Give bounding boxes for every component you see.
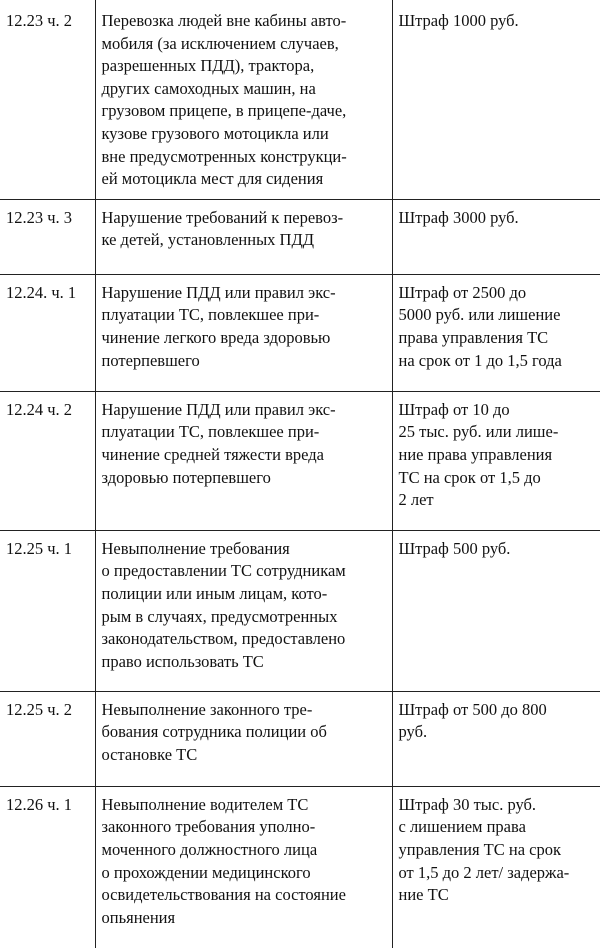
table-row (0, 274, 600, 391)
violation-description: Невыполнение требования о предоставлении ТС сотрудникам полиции или иным лицам, кото- рым в случаях, предусмотренных законодательством, предоставлено право использовать ТС (95, 530, 392, 691)
violation-description: Невыполнение водителем ТС законного требования уполно- моченного должностного лица о прохождении медицинского освидетельствования на состояние опьянения (95, 786, 392, 948)
table-row (0, 530, 600, 691)
article-code: 12.25 ч. 2 (0, 691, 95, 786)
penalty-text: Штраф 3000 руб. (392, 199, 600, 274)
table-row (0, 199, 600, 274)
violation-description: Перевозка людей вне кабины авто- мобиля (за исключением случаев, разрешенных ПДД), трактора, других самоходных машин, на грузовом прицепе, в прицепе-даче, кузове грузового мотоцикла или вне предусмотренных конструкци- ей мотоцикла мест для сидения (95, 0, 392, 199)
table-row (0, 391, 600, 530)
penalty-text: Штраф от 500 до 800 руб. (392, 691, 600, 786)
penalty-text: Штраф 1000 руб. (392, 0, 600, 199)
violation-description: Нарушение ПДД или правил экс- плуатации ТС, повлекшее при- чинение легкого вреда здоровью потерпевшего (95, 274, 392, 391)
article-code: 12.23 ч. 2 (0, 0, 95, 199)
table-row (0, 786, 600, 948)
article-code: 12.25 ч. 1 (0, 530, 95, 691)
penalty-text: Штраф 30 тыс. руб. с лишением права управления ТС на срок от 1,5 до 2 лет/ задержа- ние ТС (392, 786, 600, 948)
penalty-text: Штраф от 2500 до 5000 руб. или лишение права управления ТС на срок от 1 до 1,5 года (392, 274, 600, 391)
table-row (0, 691, 600, 786)
article-code: 12.26 ч. 1 (0, 786, 95, 948)
violation-description: Нарушение ПДД или правил экс- плуатации ТС, повлекшее при- чинение средней тяжести вреда здоровью потерпевшего (95, 391, 392, 530)
penalty-text: Штраф 500 руб. (392, 530, 600, 691)
article-code: 12.24 ч. 2 (0, 391, 95, 530)
article-code: 12.23 ч. 3 (0, 199, 95, 274)
table-row (0, 0, 600, 199)
violation-description: Невыполнение законного тре- бования сотрудника полиции об остановке ТС (95, 691, 392, 786)
article-code: 12.24. ч. 1 (0, 274, 95, 391)
penalty-text: Штраф от 10 до 25 тыс. руб. или лише- ние права управления ТС на срок от 1,5 до 2 лет (392, 391, 600, 530)
violation-description: Нарушение требований к перевоз- ке детей, установленных ПДД (95, 199, 392, 274)
